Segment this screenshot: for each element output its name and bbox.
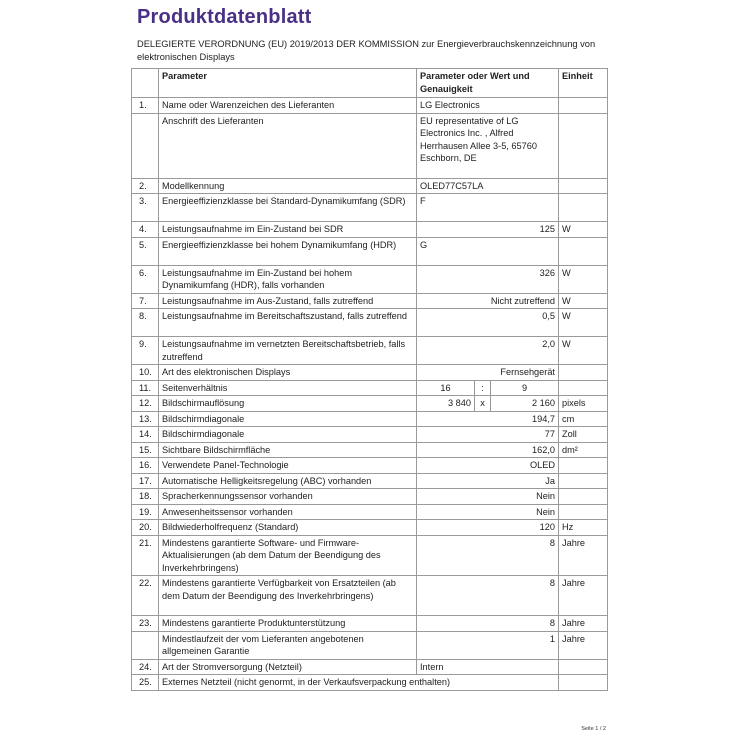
row-value: OLED bbox=[417, 458, 559, 474]
row-value: 1 bbox=[417, 631, 559, 659]
row-value: OLED77C57LA bbox=[417, 178, 559, 194]
row-value: 8 bbox=[417, 616, 559, 632]
row-label: Mindestens garantierte Produktunterstützung bbox=[159, 616, 417, 632]
table-row bbox=[132, 616, 608, 632]
row-number: 12. bbox=[132, 396, 159, 412]
table-row bbox=[132, 504, 608, 520]
table-row bbox=[132, 178, 608, 194]
header-value: Parameter oder Wert und Genauigkeit bbox=[417, 69, 559, 98]
row-value: 326 bbox=[417, 265, 559, 293]
row-number: 11. bbox=[132, 380, 159, 396]
row-unit: dm² bbox=[559, 442, 608, 458]
row-unit: cm bbox=[559, 411, 608, 427]
row-label: Bildschirmdiagonale bbox=[159, 411, 417, 427]
table-row bbox=[132, 222, 608, 238]
row-label: Name oder Warenzeichen des Lieferanten bbox=[159, 98, 417, 114]
row-label: Anwesenheitssensor vorhanden bbox=[159, 504, 417, 520]
row-label: Leistungsaufnahme im vernetzten Bereitschaftsbetrieb, falls zutreffend bbox=[159, 337, 417, 365]
header-unit: Einheit bbox=[559, 69, 608, 98]
row-number: 13. bbox=[132, 411, 159, 427]
row-unit: Jahre bbox=[559, 535, 608, 576]
row-label: Modellkennung bbox=[159, 178, 417, 194]
row-number: 4. bbox=[132, 222, 159, 238]
row-number: 7. bbox=[132, 293, 159, 309]
table-row bbox=[132, 576, 608, 616]
row-value: 8 bbox=[417, 576, 559, 616]
row-value: 2,0 bbox=[417, 337, 559, 365]
row-value: F bbox=[417, 194, 559, 222]
aspect-separator: : bbox=[475, 380, 491, 396]
table-row bbox=[132, 473, 608, 489]
row-unit bbox=[559, 113, 608, 178]
row-value: LG Electronics bbox=[417, 98, 559, 114]
row-unit: Zoll bbox=[559, 427, 608, 443]
row-label: Bildschirmdiagonale bbox=[159, 427, 417, 443]
row-unit bbox=[559, 365, 608, 381]
table-row bbox=[132, 309, 608, 337]
table-row bbox=[132, 380, 608, 396]
row-label: Leistungsaufnahme im Ein-Zustand bei hohem Dynamikumfang (HDR), falls vorhanden bbox=[159, 265, 417, 293]
table-row bbox=[132, 442, 608, 458]
header-parameter: Parameter bbox=[159, 69, 417, 98]
table-row bbox=[132, 194, 608, 222]
row-number: 14. bbox=[132, 427, 159, 443]
regulation-intro: DELEGIERTE VERORDNUNG (EU) 2019/2013 DER KOMMISSION zur Energieverbrauchskennzeichnung von elektronischen Displays bbox=[137, 39, 596, 62]
row-value: 77 bbox=[417, 427, 559, 443]
row-number: 3. bbox=[132, 194, 159, 222]
row-unit bbox=[559, 675, 608, 691]
row-label: Bildwiederholfrequenz (Standard) bbox=[159, 520, 417, 536]
table-row bbox=[132, 293, 608, 309]
table-row bbox=[132, 458, 608, 474]
row-number: 24. bbox=[132, 659, 159, 675]
row-number: 5. bbox=[132, 237, 159, 265]
row-label: Anschrift des Lieferanten bbox=[159, 113, 417, 178]
row-number: 21. bbox=[132, 535, 159, 576]
row-number: 15. bbox=[132, 442, 159, 458]
row-unit: W bbox=[559, 309, 608, 337]
page-title: Produktdatenblatt bbox=[137, 6, 312, 28]
row-label: Mindestlaufzeit der vom Lieferanten angebotenen allgemeinen Garantie bbox=[159, 631, 417, 659]
table-row bbox=[132, 631, 608, 659]
row-unit: W bbox=[559, 265, 608, 293]
table-row bbox=[132, 489, 608, 505]
row-label: Bildschirmauflösung bbox=[159, 396, 417, 412]
row-number: 9. bbox=[132, 337, 159, 365]
row-number: 6. bbox=[132, 265, 159, 293]
row-unit bbox=[559, 489, 608, 505]
row-number: 2. bbox=[132, 178, 159, 194]
resolution-separator: x bbox=[475, 396, 491, 412]
row-label: Spracherkennungssensor vorhanden bbox=[159, 489, 417, 505]
row-label: Energieeffizienzklasse bei Standard-Dynamikumfang (SDR) bbox=[159, 194, 417, 222]
row-number: 25. bbox=[132, 675, 159, 691]
row-value: 0,5 bbox=[417, 309, 559, 337]
row-number: 8. bbox=[132, 309, 159, 337]
table-row bbox=[132, 411, 608, 427]
row-unit: W bbox=[559, 337, 608, 365]
row-value: 120 bbox=[417, 520, 559, 536]
row-number: 16. bbox=[132, 458, 159, 474]
row-number: 19. bbox=[132, 504, 159, 520]
row-number: 18. bbox=[132, 489, 159, 505]
row-label: Mindestens garantierte Software- und Firmware-Aktualisierungen (ab dem Datum der Beendigung des Inverkehrbringens) bbox=[159, 535, 417, 576]
row-unit bbox=[559, 458, 608, 474]
row-number: 1. bbox=[132, 98, 159, 114]
row-label: Leistungsaufnahme im Ein-Zustand bei SDR bbox=[159, 222, 417, 238]
table-row bbox=[132, 237, 608, 265]
row-label: Sichtbare Bildschirmfläche bbox=[159, 442, 417, 458]
header-num-cell bbox=[132, 69, 159, 98]
row-number bbox=[132, 631, 159, 659]
table-header-row bbox=[132, 69, 608, 98]
row-unit bbox=[559, 504, 608, 520]
row-label: Seitenverhältnis bbox=[159, 380, 417, 396]
table-row bbox=[132, 675, 608, 691]
row-label: Verwendete Panel-Technologie bbox=[159, 458, 417, 474]
row-unit bbox=[559, 194, 608, 222]
row-unit bbox=[559, 380, 608, 396]
page-number: Seite 1 / 2 bbox=[581, 726, 606, 732]
row-value: Intern bbox=[417, 659, 559, 675]
row-value: 162,0 bbox=[417, 442, 559, 458]
aspect-width-value: 16 bbox=[417, 380, 475, 396]
resolution-width-value: 3 840 bbox=[417, 396, 475, 412]
row-value: 8 bbox=[417, 535, 559, 576]
row-unit: W bbox=[559, 293, 608, 309]
table-row bbox=[132, 396, 608, 412]
row-unit: W bbox=[559, 222, 608, 238]
row-unit: Hz bbox=[559, 520, 608, 536]
row-label: Art der Stromversorgung (Netzteil) bbox=[159, 659, 417, 675]
row-number bbox=[132, 113, 159, 178]
table-row bbox=[132, 337, 608, 365]
row-value: EU representative of LG Electronics Inc. , Alfred Herrhausen Allee 3-5, 65760 Eschborn, DE bbox=[417, 113, 559, 178]
row-value: Ja bbox=[417, 473, 559, 489]
row-number: 23. bbox=[132, 616, 159, 632]
row-value: Fernsehgerät bbox=[417, 365, 559, 381]
row-value: 125 bbox=[417, 222, 559, 238]
resolution-height-value: 2 160 bbox=[491, 396, 559, 412]
row-label: Leistungsaufnahme im Aus-Zustand, falls zutreffend bbox=[159, 293, 417, 309]
row-unit bbox=[559, 659, 608, 675]
row-number: 17. bbox=[132, 473, 159, 489]
row-value: Nein bbox=[417, 489, 559, 505]
row-unit bbox=[559, 237, 608, 265]
table-row bbox=[132, 427, 608, 443]
row-number: 22. bbox=[132, 576, 159, 616]
row-value: G bbox=[417, 237, 559, 265]
row-value: Nein bbox=[417, 504, 559, 520]
row-label: Energieeffizienzklasse bei hohem Dynamikumfang (HDR) bbox=[159, 237, 417, 265]
row-unit bbox=[559, 473, 608, 489]
row-value: Nicht zutreffend bbox=[417, 293, 559, 309]
row-unit bbox=[559, 178, 608, 194]
table-row bbox=[132, 659, 608, 675]
table-row bbox=[132, 535, 608, 576]
row-number: 10. bbox=[132, 365, 159, 381]
row-label: Art des elektronischen Displays bbox=[159, 365, 417, 381]
row-unit: Jahre bbox=[559, 631, 608, 659]
row-unit: Jahre bbox=[559, 576, 608, 616]
row-label: Automatische Helligkeitsregelung (ABC) vorhanden bbox=[159, 473, 417, 489]
row-value: 194,7 bbox=[417, 411, 559, 427]
row-label: Leistungsaufnahme im Bereitschaftszustand, falls zutreffend bbox=[159, 309, 417, 337]
row-label: Mindestens garantierte Verfügbarkeit von Ersatzteilen (ab dem Datum der Beendigung des Inverkehrbringens) bbox=[159, 576, 417, 616]
row-unit: pixels bbox=[559, 396, 608, 412]
row-number: 20. bbox=[132, 520, 159, 536]
table-row bbox=[132, 365, 608, 381]
table-row bbox=[132, 520, 608, 536]
table-row bbox=[132, 98, 608, 114]
row-unit bbox=[559, 98, 608, 114]
aspect-height-value: 9 bbox=[491, 380, 559, 396]
row-unit: Jahre bbox=[559, 616, 608, 632]
spec-table bbox=[131, 68, 608, 691]
table-row bbox=[132, 113, 608, 178]
table-row bbox=[132, 265, 608, 293]
row-label: Externes Netzteil (nicht genormt, in der Verkaufsverpackung enthalten) bbox=[159, 675, 559, 691]
